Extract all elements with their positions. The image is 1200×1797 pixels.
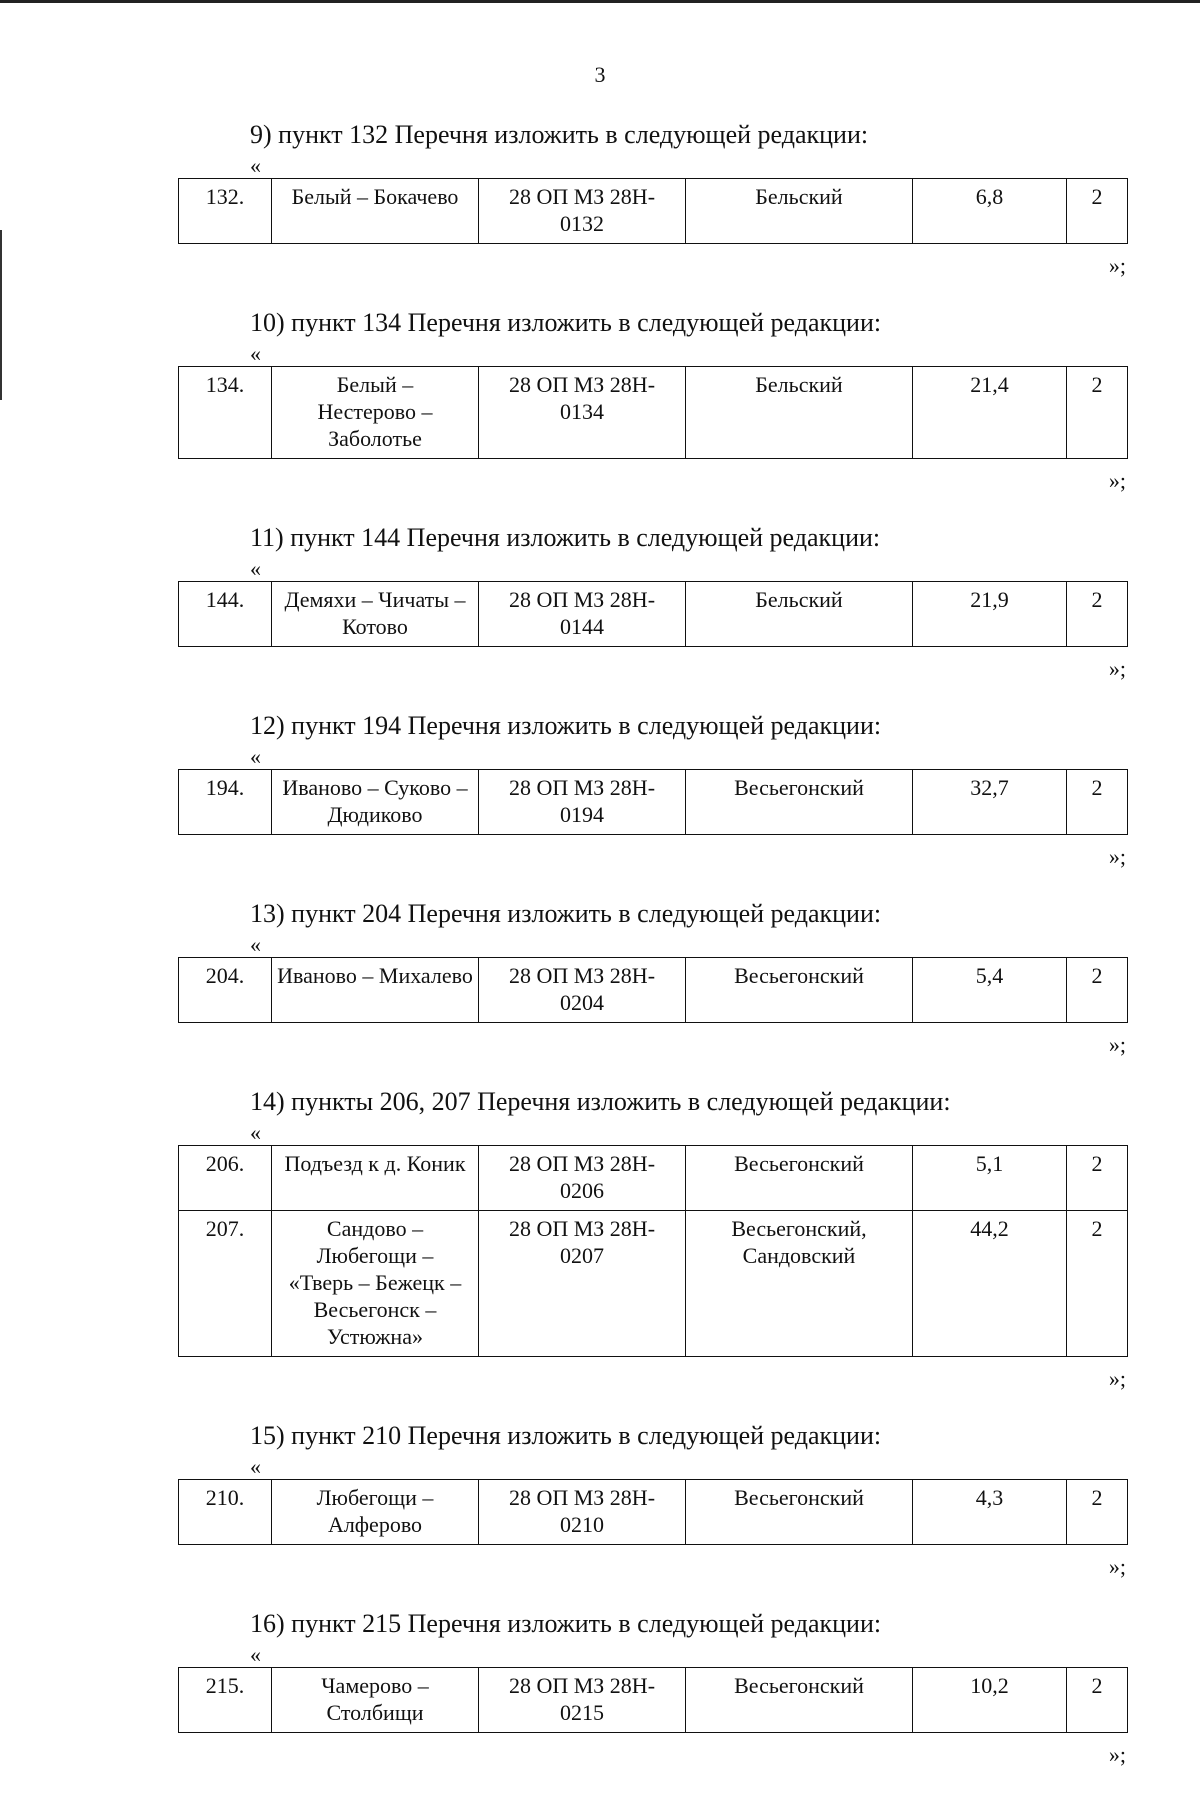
- entry-number-cell: 144.: [179, 582, 272, 647]
- road-name-cell: Демяхи – Чичаты – Котово: [272, 582, 479, 647]
- amendment-section: [0, 1421, 1200, 1579]
- road-entry-table: [178, 178, 1128, 244]
- table-row: [179, 1480, 1128, 1545]
- road-category-cell: 2: [1067, 1480, 1128, 1545]
- road-category-cell: 2: [1067, 1668, 1128, 1733]
- opening-quote: «: [250, 1120, 261, 1145]
- entry-number-cell: 210.: [179, 1480, 272, 1545]
- district-cell: Весьегонский: [686, 1480, 913, 1545]
- amendment-heading: 11) пункт 144 Перечня изложить в следующей редакции:: [250, 523, 881, 552]
- closing-quote: »;: [1108, 1032, 1126, 1057]
- road-entry-table: [178, 366, 1128, 459]
- road-code-cell: 28 ОП МЗ 28Н- 0134: [479, 367, 686, 459]
- road-length-cell: 21,4: [913, 367, 1067, 459]
- road-code-cell: 28 ОП МЗ 28Н- 0210: [479, 1480, 686, 1545]
- closing-quote: »;: [1108, 468, 1126, 493]
- entry-number-cell: 206.: [179, 1146, 272, 1211]
- table-row: [179, 179, 1128, 244]
- amendment-section: [0, 1087, 1200, 1391]
- road-code-cell: 28 ОП МЗ 28Н- 0194: [479, 770, 686, 835]
- amendment-heading: 14) пункты 206, 207 Перечня изложить в следующей редакции:: [250, 1087, 951, 1116]
- entry-number-cell: 207.: [179, 1211, 272, 1357]
- road-category-cell: 2: [1067, 1146, 1128, 1211]
- opening-quote: «: [250, 1642, 261, 1667]
- district-cell: Весьегонский: [686, 770, 913, 835]
- amendment-section: [0, 523, 1200, 681]
- page-edge-line: [0, 0, 1200, 3]
- entry-number-cell: 134.: [179, 367, 272, 459]
- road-name-cell: Чамерово – Столбищи: [272, 1668, 479, 1733]
- closing-quote: »;: [1108, 844, 1126, 869]
- closing-quote: »;: [1108, 1366, 1126, 1391]
- road-length-cell: 6,8: [913, 179, 1067, 244]
- road-entry-table: [178, 1667, 1128, 1733]
- district-cell: Весьегонский, Сандовский: [686, 1211, 913, 1357]
- road-name-cell: Белый – Бокачево: [272, 179, 479, 244]
- table-row: [179, 770, 1128, 835]
- opening-quote: «: [250, 932, 261, 957]
- amendment-section: [0, 899, 1200, 1057]
- road-length-cell: 4,3: [913, 1480, 1067, 1545]
- table-row: [179, 367, 1128, 459]
- road-code-cell: 28 ОП МЗ 28Н- 0132: [479, 179, 686, 244]
- road-code-cell: 28 ОП МЗ 28Н- 0206: [479, 1146, 686, 1211]
- road-length-cell: 5,1: [913, 1146, 1067, 1211]
- amendment-heading: 10) пункт 134 Перечня изложить в следующей редакции:: [250, 308, 882, 337]
- road-category-cell: 2: [1067, 958, 1128, 1023]
- opening-quote: «: [250, 556, 261, 581]
- opening-quote: «: [250, 153, 261, 178]
- amendment-section: [0, 120, 1200, 278]
- road-category-cell: 2: [1067, 367, 1128, 459]
- road-name-cell: Иваново – Суково – Дюдиково: [272, 770, 479, 835]
- road-name-cell: Любегощи – Алферово: [272, 1480, 479, 1545]
- district-cell: Весьегонский: [686, 958, 913, 1023]
- road-name-cell: Сандово – Любегощи – «Тверь – Бежецк – Весьегонск – Устюжна»: [272, 1211, 479, 1357]
- closing-quote: »;: [1108, 656, 1126, 681]
- amendment-section: [0, 711, 1200, 869]
- road-category-cell: 2: [1067, 1211, 1128, 1357]
- road-name-cell: Иваново – Михалево: [272, 958, 479, 1023]
- opening-quote: «: [250, 744, 261, 769]
- closing-quote: »;: [1108, 253, 1126, 278]
- road-category-cell: 2: [1067, 582, 1128, 647]
- table-row: [179, 958, 1128, 1023]
- table-row: [179, 1668, 1128, 1733]
- entry-number-cell: 215.: [179, 1668, 272, 1733]
- amendment-heading: 12) пункт 194 Перечня изложить в следующей редакции:: [250, 711, 882, 740]
- opening-quote: «: [250, 1454, 261, 1479]
- closing-quote: »;: [1108, 1554, 1126, 1579]
- entry-number-cell: 194.: [179, 770, 272, 835]
- district-cell: Весьегонский: [686, 1668, 913, 1733]
- opening-quote: «: [250, 341, 261, 366]
- road-category-cell: 2: [1067, 179, 1128, 244]
- entry-number-cell: 204.: [179, 958, 272, 1023]
- road-length-cell: 5,4: [913, 958, 1067, 1023]
- amendment-heading: 15) пункт 210 Перечня изложить в следующей редакции:: [250, 1421, 882, 1450]
- district-cell: Бельский: [686, 582, 913, 647]
- amendment-heading: 16) пункт 215 Перечня изложить в следующей редакции:: [250, 1609, 882, 1638]
- page-number: 3: [594, 62, 606, 87]
- amendment-section: [0, 1609, 1200, 1767]
- road-length-cell: 10,2: [913, 1668, 1067, 1733]
- road-length-cell: 32,7: [913, 770, 1067, 835]
- road-entry-table: [178, 769, 1128, 835]
- road-name-cell: Подъезд к д. Коник: [272, 1146, 479, 1211]
- district-cell: Бельский: [686, 367, 913, 459]
- amendment-heading: 9) пункт 132 Перечня изложить в следующей редакции:: [250, 120, 869, 149]
- closing-quote: »;: [1108, 1742, 1126, 1767]
- road-code-cell: 28 ОП МЗ 28Н- 0207: [479, 1211, 686, 1357]
- road-entry-table: [178, 581, 1128, 647]
- amendment-list: [0, 120, 1200, 1797]
- table-row: [179, 582, 1128, 647]
- road-length-cell: 21,9: [913, 582, 1067, 647]
- road-entry-table: [178, 957, 1128, 1023]
- road-length-cell: 44,2: [913, 1211, 1067, 1357]
- amendment-section: [0, 308, 1200, 493]
- table-row: [179, 1211, 1128, 1357]
- district-cell: Весьегонский: [686, 1146, 913, 1211]
- road-code-cell: 28 ОП МЗ 28Н- 0144: [479, 582, 686, 647]
- road-entry-table: [178, 1145, 1128, 1357]
- road-category-cell: 2: [1067, 770, 1128, 835]
- road-code-cell: 28 ОП МЗ 28Н- 0215: [479, 1668, 686, 1733]
- table-row: [179, 1146, 1128, 1211]
- amendment-heading: 13) пункт 204 Перечня изложить в следующей редакции:: [250, 899, 882, 928]
- road-name-cell: Белый – Нестерово – Заболотье: [272, 367, 479, 459]
- district-cell: Бельский: [686, 179, 913, 244]
- road-code-cell: 28 ОП МЗ 28Н- 0204: [479, 958, 686, 1023]
- entry-number-cell: 132.: [179, 179, 272, 244]
- road-entry-table: [178, 1479, 1128, 1545]
